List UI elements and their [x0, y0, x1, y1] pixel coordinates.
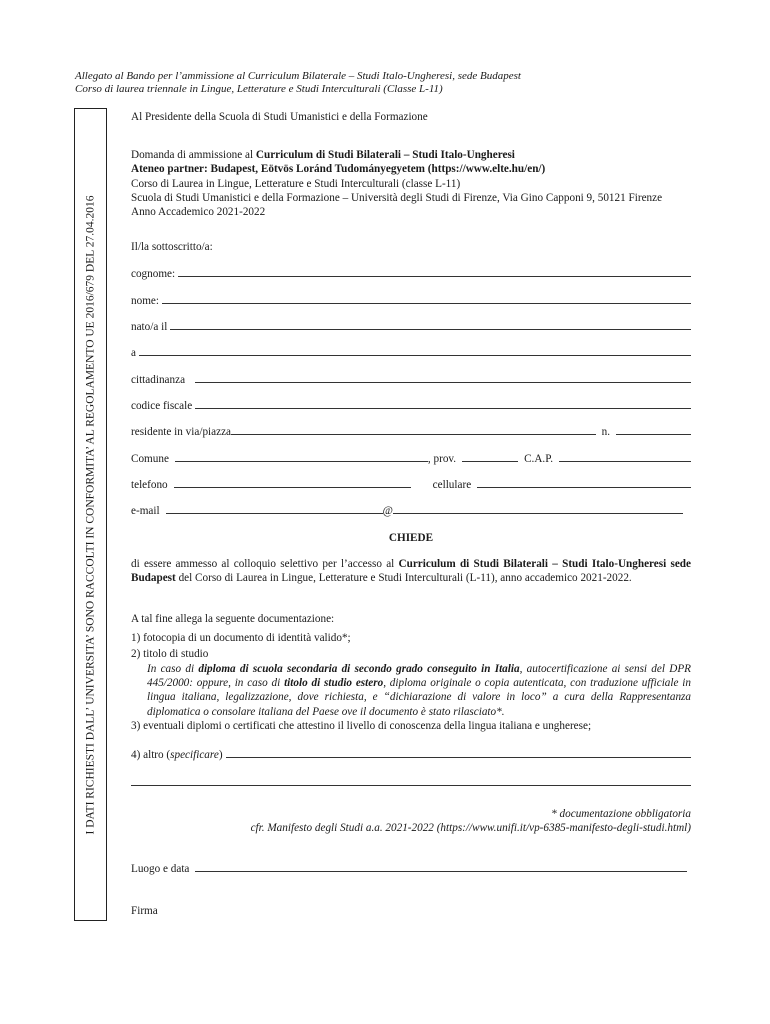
attachment-extra-line[interactable]	[131, 785, 691, 786]
citizenship-line[interactable]	[195, 372, 691, 383]
place-date-line[interactable]	[195, 861, 687, 872]
attachments-list	[131, 631, 691, 733]
attachment-4-label: 4) altro (specificare)	[131, 749, 223, 761]
house-number-label: n.	[601, 426, 610, 438]
attachments-intro: A tal fine allega la seguente documentazione:	[131, 613, 335, 625]
surname-label: cognome:	[131, 268, 176, 280]
phone-field[interactable]	[131, 477, 691, 492]
province-line[interactable]	[462, 451, 518, 462]
municipality-label: Comune	[131, 453, 169, 465]
surname-line[interactable]	[178, 266, 691, 277]
address-label: residente in via/piazza	[131, 426, 232, 438]
privacy-notice-box	[74, 108, 107, 921]
tax-code-label: codice fiscale	[131, 400, 193, 412]
request-curriculum: Curriculum di Studi Bilaterali – Studi Italo-Ungheresi sede Budapest	[131, 558, 691, 585]
request-heading: CHIEDE	[388, 532, 434, 544]
undersigned-label: Il/la sottoscritto/a:	[131, 241, 213, 253]
manifesto-reference: cfr. Manifesto degli Studi a.a. 2021-2022 (https://www.unifi.it/vp-6385-manifesto-degli-studi.html)	[250, 822, 691, 834]
postal-code-line[interactable]	[559, 451, 691, 462]
email-user-line[interactable]	[166, 503, 383, 514]
municipality-field[interactable]	[131, 451, 691, 466]
email-domain-line[interactable]	[393, 503, 683, 514]
email-label: e-mail	[131, 505, 160, 517]
phone-label: telefono	[131, 479, 168, 491]
tax-code-field[interactable]	[131, 398, 691, 413]
school-address: Scuola di Studi Umanistici e della Formazione – Università degli Studi di Firenze, Via Gino Capponi 9, 50121 Firenze	[131, 191, 663, 204]
mobile-label: cellulare	[432, 479, 472, 491]
recipient: Al Presidente della Scuola di Studi Umanistici e della Formazione	[131, 111, 428, 123]
privacy-notice-text: I DATI RICHIESTI DALL’ UNIVERSITA’ SONO RACCOLTI IN CONFORMITA’ AL REGOLAMENTO UE 2016/679 DEL 27.04.2016	[84, 195, 97, 834]
header-line-1: Allegato al Bando per l’ammissione al Curriculum Bilaterale – Studi Italo-Ungheresi, sede Budapest	[75, 70, 521, 82]
birth-place-label: a	[131, 347, 136, 359]
name-line[interactable]	[162, 293, 691, 304]
header-line-2: Corso di laurea triennale in Lingue, Letterature e Studi Interculturali (Classe L-11)	[75, 83, 443, 96]
attachment-1: 1) fotocopia di un documento di identità valido*;	[131, 632, 351, 644]
mandatory-note: * documentazione obbligatoria	[551, 808, 691, 820]
address-field[interactable]	[131, 424, 691, 439]
birth-place-line[interactable]	[139, 345, 691, 356]
address-line[interactable]	[231, 424, 596, 435]
attachment-4-line[interactable]	[226, 747, 691, 758]
name-label: nome:	[131, 295, 159, 307]
tax-code-line[interactable]	[195, 398, 691, 409]
birth-date-line[interactable]	[170, 319, 691, 330]
municipality-line[interactable]	[175, 451, 428, 462]
application-block	[131, 148, 691, 205]
citizenship-field[interactable]	[131, 372, 691, 387]
attachment-2-details: In caso di diploma di scuola secondaria di secondo grado conseguito in Italia, autocertificazione ai sensi del DPR 445/2000: oppure, in caso di titolo di studio estero, diploma originale o copia autenticata, con traduzione ufficiale in lingua italiana, legalizzazione, dove richiesta, e “dichiarazione di valore in loco” a cura della Rappresentanza diplomatica o consolare italiana del Paese ove il documento è stato rilasciato*.	[147, 662, 691, 718]
citizenship-label: cittadinanza	[131, 374, 186, 386]
signature-label: Firma	[131, 905, 158, 917]
email-field[interactable]	[131, 503, 683, 518]
document-header	[75, 70, 521, 97]
surname-field[interactable]	[131, 266, 691, 281]
postal-code-label: C.A.P.	[524, 453, 554, 465]
birth-date-field[interactable]	[131, 319, 691, 334]
phone-line[interactable]	[174, 477, 411, 488]
attachment-2: 2) titolo di studio	[131, 648, 209, 661]
academic-year: Anno Accademico 2021-2022	[131, 206, 266, 218]
place-date-field[interactable]	[131, 861, 687, 876]
province-label: , prov.	[427, 453, 457, 465]
course-name: Corso di Laurea in Lingue, Letterature e Studi Interculturali (classe L-11)	[131, 177, 461, 190]
mobile-line[interactable]	[477, 477, 691, 488]
at-sign: @	[382, 505, 393, 517]
partner-university: Ateneo partner: Budapest, Eötvös Loránd Tudományegyetem (https://www.elte.hu/en/)	[131, 163, 546, 176]
application-line: Domanda di ammissione al Curriculum di Studi Bilaterali – Studi Italo-Ungheresi	[131, 149, 515, 161]
house-number-line[interactable]	[616, 424, 691, 435]
attachment-4-field[interactable]	[131, 747, 691, 762]
place-date-label: Luogo e data	[131, 863, 190, 875]
name-field[interactable]	[131, 293, 691, 308]
birth-date-label: nato/a il	[131, 321, 168, 333]
request-text: di essere ammesso al colloquio selettivo per l’accesso al Curriculum di Studi Bilaterali – Studi Italo-Ungheresi sede Budapest del Corso di Laurea in Lingue, Letterature e Studi Interculturali (L-11), anno accademico 2021-2022.	[131, 558, 691, 585]
birth-place-field[interactable]	[131, 345, 691, 360]
curriculum-name: Curriculum di Studi Bilaterali – Studi Italo-Ungheresi	[255, 149, 515, 161]
attachment-3: 3) eventuali diplomi o certificati che attestino il livello di conoscenza della lingua italiana e ungherese;	[131, 719, 592, 732]
